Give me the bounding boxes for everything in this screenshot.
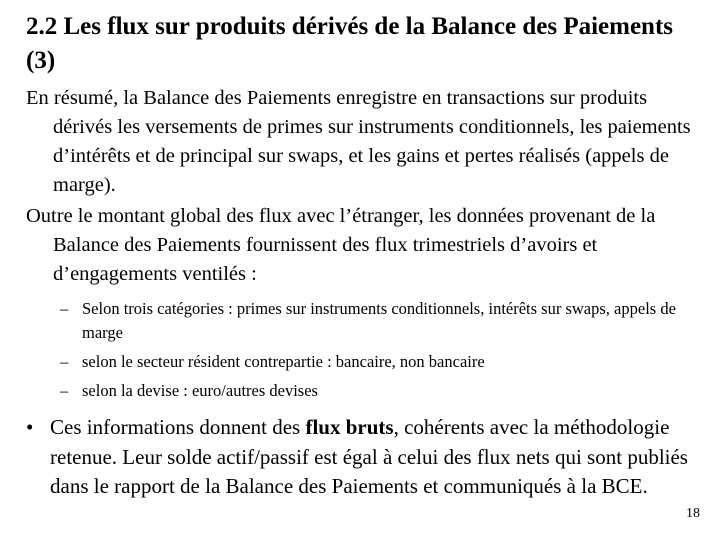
slide-body [26,84,702,502]
dash-marker: – [60,299,69,318]
bullet-marker: • [26,415,34,439]
breakdown-list [26,297,702,403]
bullet-text-after: , cohérents avec la méthodologie retenue. Leur solde actif/passif est égal à celui des flux nets qui sont publiés dans le rapport de la Balance des Paiements et communiqués à la BCE. [50,415,688,498]
bullet-text-before: Ces informations donnent des [50,415,306,439]
breakdown-item-categories [26,297,702,345]
breakdown-item-text: Selon trois catégories : primes sur instruments conditionnels, intérêts sur swaps, appels de marge [82,299,676,342]
breakdown-item-text: selon la devise : euro/autres devises [82,381,318,400]
breakdown-item-text: selon le secteur résident contrepartie : bancaire, non bancaire [82,352,485,371]
data-source-paragraph: Outre le montant global des flux avec l’étranger, les données provenant de la Balance des Paiements fournissent des flux trimestriels d’avoirs et d’engagements ventilés : [26,205,656,285]
breakdown-item-currency [26,379,702,403]
summary-paragraph: En résumé, la Balance des Paiements enregistre en transactions sur produits dérivés les versements de primes sur instruments conditionnels, les paiements d’intérêts et de principal sur swaps, et les gains et pertes réalisés (appels de marge). [26,87,691,196]
dash-marker: – [60,381,69,400]
breakdown-item-sector [26,350,702,374]
page-number: 18 [686,506,700,521]
gross-flows-bullet [26,413,702,502]
bullet-text-bold: flux bruts [305,415,394,439]
dash-marker: – [60,352,69,371]
slide-title: 2.2 Les flux sur produits dérivés de la Balance des Paiements (3) [26,13,674,74]
